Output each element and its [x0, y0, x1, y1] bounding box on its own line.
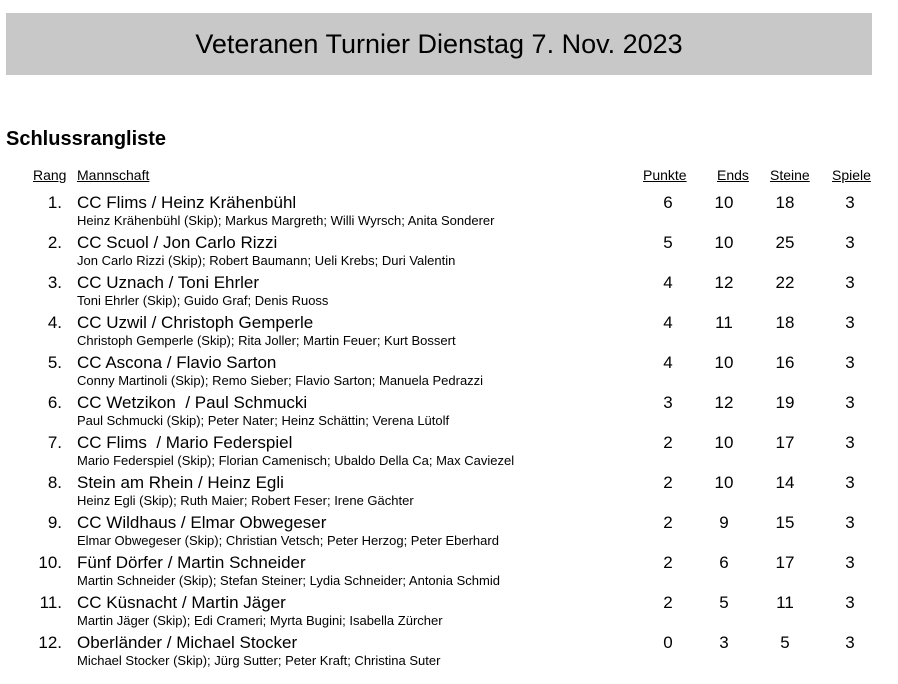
rank-cell: 8.	[47, 473, 62, 492]
steine-cell: 16	[775, 353, 795, 372]
steine-cell: 17	[775, 553, 795, 572]
team-cell: CC Flims / Mario Federspiel	[77, 433, 293, 452]
players-cell: Heinz Krähenbühl (Skip); Markus Margreth; Willi Wyrsch; Anita Sonderer	[77, 213, 495, 228]
spiele-cell: 3	[845, 513, 855, 532]
ends-cell: 10	[714, 193, 734, 212]
players-cell: Elmar Obwegeser (Skip); Christian Vetsch; Peter Herzog; Peter Eberhard	[77, 533, 499, 548]
punkte-cell: 2	[663, 513, 673, 532]
rank-cell: 9.	[47, 513, 62, 532]
column-header-ends: Ends	[717, 167, 749, 183]
team-cell: CC Scuol / Jon Carlo Rizzi	[77, 233, 278, 252]
rank-cell: 10.	[38, 553, 62, 572]
ranking-table	[0, 191, 898, 671]
punkte-cell: 3	[663, 393, 673, 412]
column-header-rang: Rang	[33, 167, 67, 183]
steine-cell: 17	[775, 433, 795, 452]
team-cell: Fünf Dörfer / Martin Schneider	[77, 553, 306, 572]
spiele-cell: 3	[845, 313, 855, 332]
players-cell: Heinz Egli (Skip); Ruth Maier; Robert Feser; Irene Gächter	[77, 493, 414, 508]
steine-cell: 18	[775, 193, 795, 212]
team-cell: CC Uznach / Toni Ehrler	[77, 273, 260, 292]
punkte-cell: 6	[663, 193, 673, 212]
punkte-cell: 2	[663, 593, 673, 612]
rank-cell: 11.	[39, 593, 62, 612]
steine-cell: 5	[780, 633, 790, 652]
rank-cell: 6.	[47, 393, 62, 412]
table-row	[0, 231, 898, 271]
spiele-cell: 3	[845, 633, 855, 652]
ends-cell: 3	[719, 633, 729, 652]
ends-cell: 9	[719, 513, 729, 532]
table-row	[0, 511, 898, 551]
punkte-cell: 4	[663, 313, 673, 332]
players-cell: Toni Ehrler (Skip); Guido Graf; Denis Ruoss	[77, 293, 329, 308]
steine-cell: 11	[776, 593, 794, 612]
spiele-cell: 3	[845, 593, 855, 612]
players-cell: Michael Stocker (Skip); Jürg Sutter; Peter Kraft; Christina Suter	[77, 653, 441, 668]
steine-cell: 22	[775, 273, 795, 292]
punkte-cell: 4	[663, 273, 673, 292]
ends-cell: 5	[719, 593, 729, 612]
ends-cell: 10	[714, 233, 734, 252]
punkte-cell: 2	[663, 433, 673, 452]
players-cell: Jon Carlo Rizzi (Skip); Robert Baumann; Ueli Krebs; Duri Valentin	[77, 253, 456, 268]
players-cell: Mario Federspiel (Skip); Florian Camenisch; Ubaldo Della Ca; Max Caviezel	[77, 453, 515, 468]
column-header-steine: Steine	[770, 167, 810, 183]
team-cell: CC Flims / Heinz Krähenbühl	[77, 193, 297, 212]
ends-cell: 10	[714, 433, 734, 452]
ends-cell: 11	[715, 313, 733, 332]
punkte-cell: 2	[663, 473, 673, 492]
players-cell: Martin Schneider (Skip); Stefan Steiner; Lydia Schneider; Antonia Schmid	[77, 573, 500, 588]
spiele-cell: 3	[845, 193, 855, 212]
punkte-cell: 2	[663, 553, 673, 572]
team-cell: Stein am Rhein / Heinz Egli	[77, 473, 284, 492]
spiele-cell: 3	[845, 273, 855, 292]
steine-cell: 15	[775, 513, 795, 532]
page-title: Veteranen Turnier Dienstag 7. Nov. 2023	[195, 28, 683, 59]
rank-cell: 7.	[47, 433, 62, 452]
rank-cell: 2.	[47, 233, 62, 252]
spiele-cell: 3	[845, 473, 855, 492]
players-cell: Christoph Gemperle (Skip); Rita Joller; Martin Feuer; Kurt Bossert	[77, 333, 456, 348]
table-row	[0, 471, 898, 511]
table-row	[0, 551, 898, 591]
rank-cell: 3.	[47, 273, 62, 292]
table-row	[0, 191, 898, 231]
rank-cell: 4.	[47, 313, 62, 332]
punkte-cell: 0	[663, 633, 673, 652]
team-cell: CC Wildhaus / Elmar Obwegeser	[77, 513, 327, 532]
rank-cell: 5.	[47, 353, 62, 372]
ends-cell: 10	[714, 353, 734, 372]
players-cell: Conny Martinoli (Skip); Remo Sieber; Flavio Sarton; Manuela Pedrazzi	[77, 373, 484, 388]
section-heading: Schlussrangliste	[6, 128, 167, 150]
ends-cell: 6	[719, 553, 729, 572]
spiele-cell: 3	[845, 353, 855, 372]
table-row	[0, 591, 898, 631]
team-cell: CC Küsnacht / Martin Jäger	[77, 593, 286, 612]
spiele-cell: 3	[845, 233, 855, 252]
column-header-punkte: Punkte	[643, 167, 687, 183]
spiele-cell: 3	[845, 393, 855, 412]
spiele-cell: 3	[845, 433, 855, 452]
table-row	[0, 631, 898, 671]
steine-cell: 19	[775, 393, 795, 412]
team-cell: Oberländer / Michael Stocker	[77, 633, 298, 652]
table-row	[0, 391, 898, 431]
players-cell: Paul Schmucki (Skip); Peter Nater; Heinz Schättin; Verena Lütolf	[77, 413, 450, 428]
table-row	[0, 431, 898, 471]
team-cell: CC Wetzikon / Paul Schmucki	[77, 393, 308, 412]
players-cell: Martin Jäger (Skip); Edi Crameri; Myrta Bugini; Isabella Zürcher	[77, 613, 443, 628]
column-header-spiele: Spiele	[832, 167, 871, 183]
ends-cell: 12	[714, 393, 734, 412]
column-header-mannschaft: Mannschaft	[77, 167, 150, 183]
steine-cell: 18	[775, 313, 795, 332]
team-cell: CC Ascona / Flavio Sarton	[77, 353, 277, 372]
table-row	[0, 311, 898, 351]
punkte-cell: 4	[663, 353, 673, 372]
steine-cell: 25	[775, 233, 795, 252]
ends-cell: 10	[714, 473, 734, 492]
table-row	[0, 271, 898, 311]
rank-cell: 1.	[47, 193, 62, 212]
steine-cell: 14	[775, 473, 795, 492]
spiele-cell: 3	[845, 553, 855, 572]
rank-cell: 12.	[38, 633, 62, 652]
title-bar	[6, 13, 872, 75]
ends-cell: 12	[714, 273, 734, 292]
table-row	[0, 351, 898, 391]
punkte-cell: 5	[663, 233, 673, 252]
team-cell: CC Uzwil / Christoph Gemperle	[77, 313, 314, 332]
